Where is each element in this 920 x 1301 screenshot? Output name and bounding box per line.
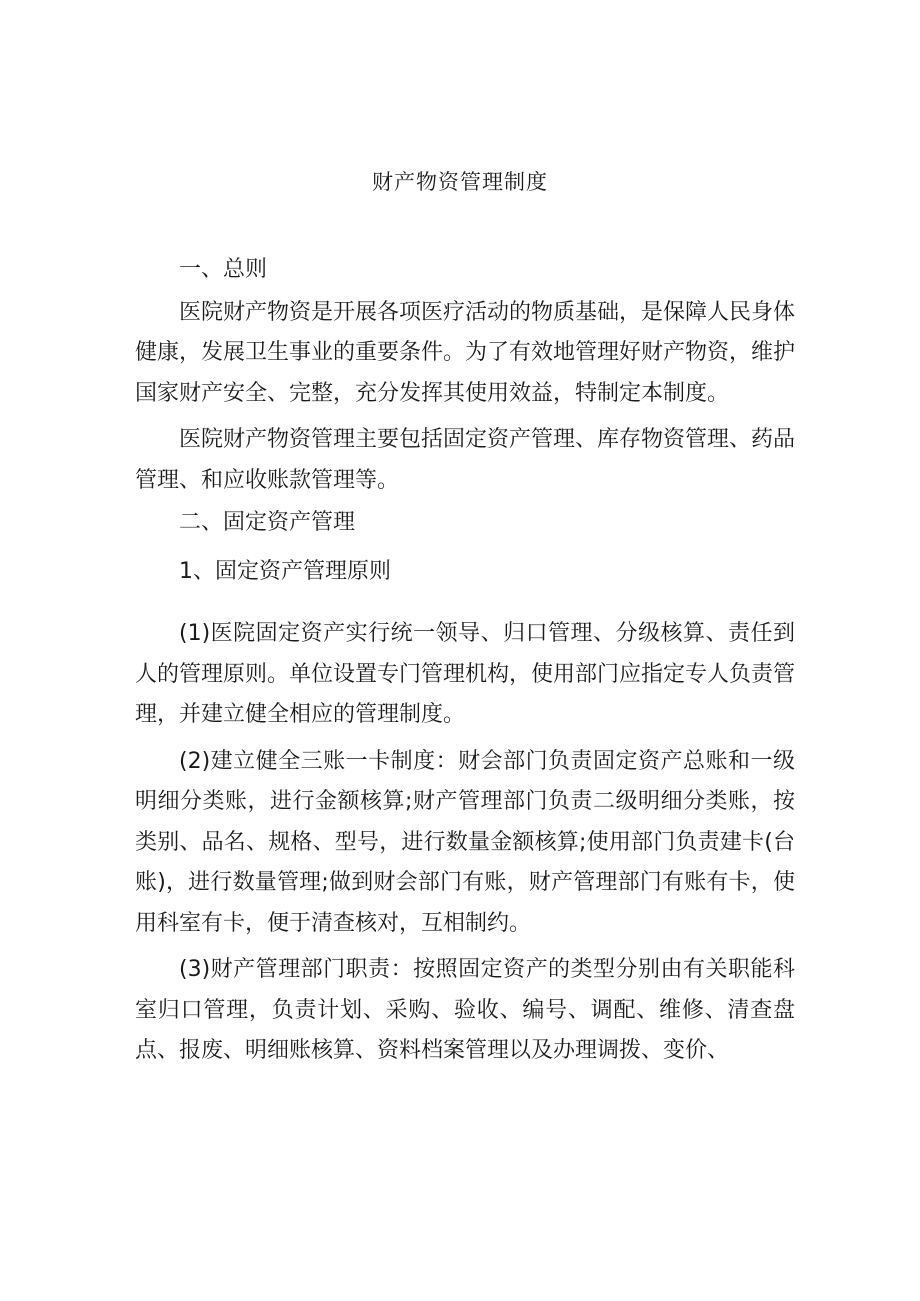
paragraph-item-3: (3)财产管理部门职责：按照固定资产的类型分别由有关职能科室归口管理，负责计划、采购、验收、编号、调配、维修、清查盘点、报废、明细账核算、资料档案管理以及办理调拨、变价、 <box>135 957 795 1063</box>
paragraph-item-2: (2)建立健全三账一卡制度：财会部门负责固定资产总账和一级明细分类账，进行金额核算;财产管理部门负责二级明细分类账，按类别、品名、规格、型号，进行数量金额核算;使用部门负责建卡(台账)，进行数量管理;做到财会部门有账，财产管理部门有账有卡，使用科室有卡，便于清查核对，互相制约。 <box>135 748 795 936</box>
subsection-heading-principles: 1、固定资产管理原则 <box>179 558 391 584</box>
paragraph-scope: 医院财产物资管理主要包括固定资产管理、库存物资管理、药品管理、和应收账款管理等。 <box>135 427 796 493</box>
document-body <box>135 250 795 1072</box>
document-title: 财产物资管理制度 <box>372 170 548 194</box>
section-heading-general: 一、总则 <box>179 257 268 282</box>
paragraph-purpose: 医院财产物资是开展各项医疗活动的物质基础，是保障人民身体健康，发展卫生事业的重要条件。为了有效地管理好财产物资，维护国家财产安全、完整，充分发挥其使用效益，特制定本制度。 <box>135 299 796 406</box>
section-heading-fixed-assets: 二、固定资产管理 <box>179 510 356 535</box>
paragraph-item-1: (1)医院固定资产实行统一领导、归口管理、分级核算、责任到人的管理原则。单位设置专门管理机构，使用部门应指定专人负责管理，并建立健全相应的管理制度。 <box>135 621 796 727</box>
